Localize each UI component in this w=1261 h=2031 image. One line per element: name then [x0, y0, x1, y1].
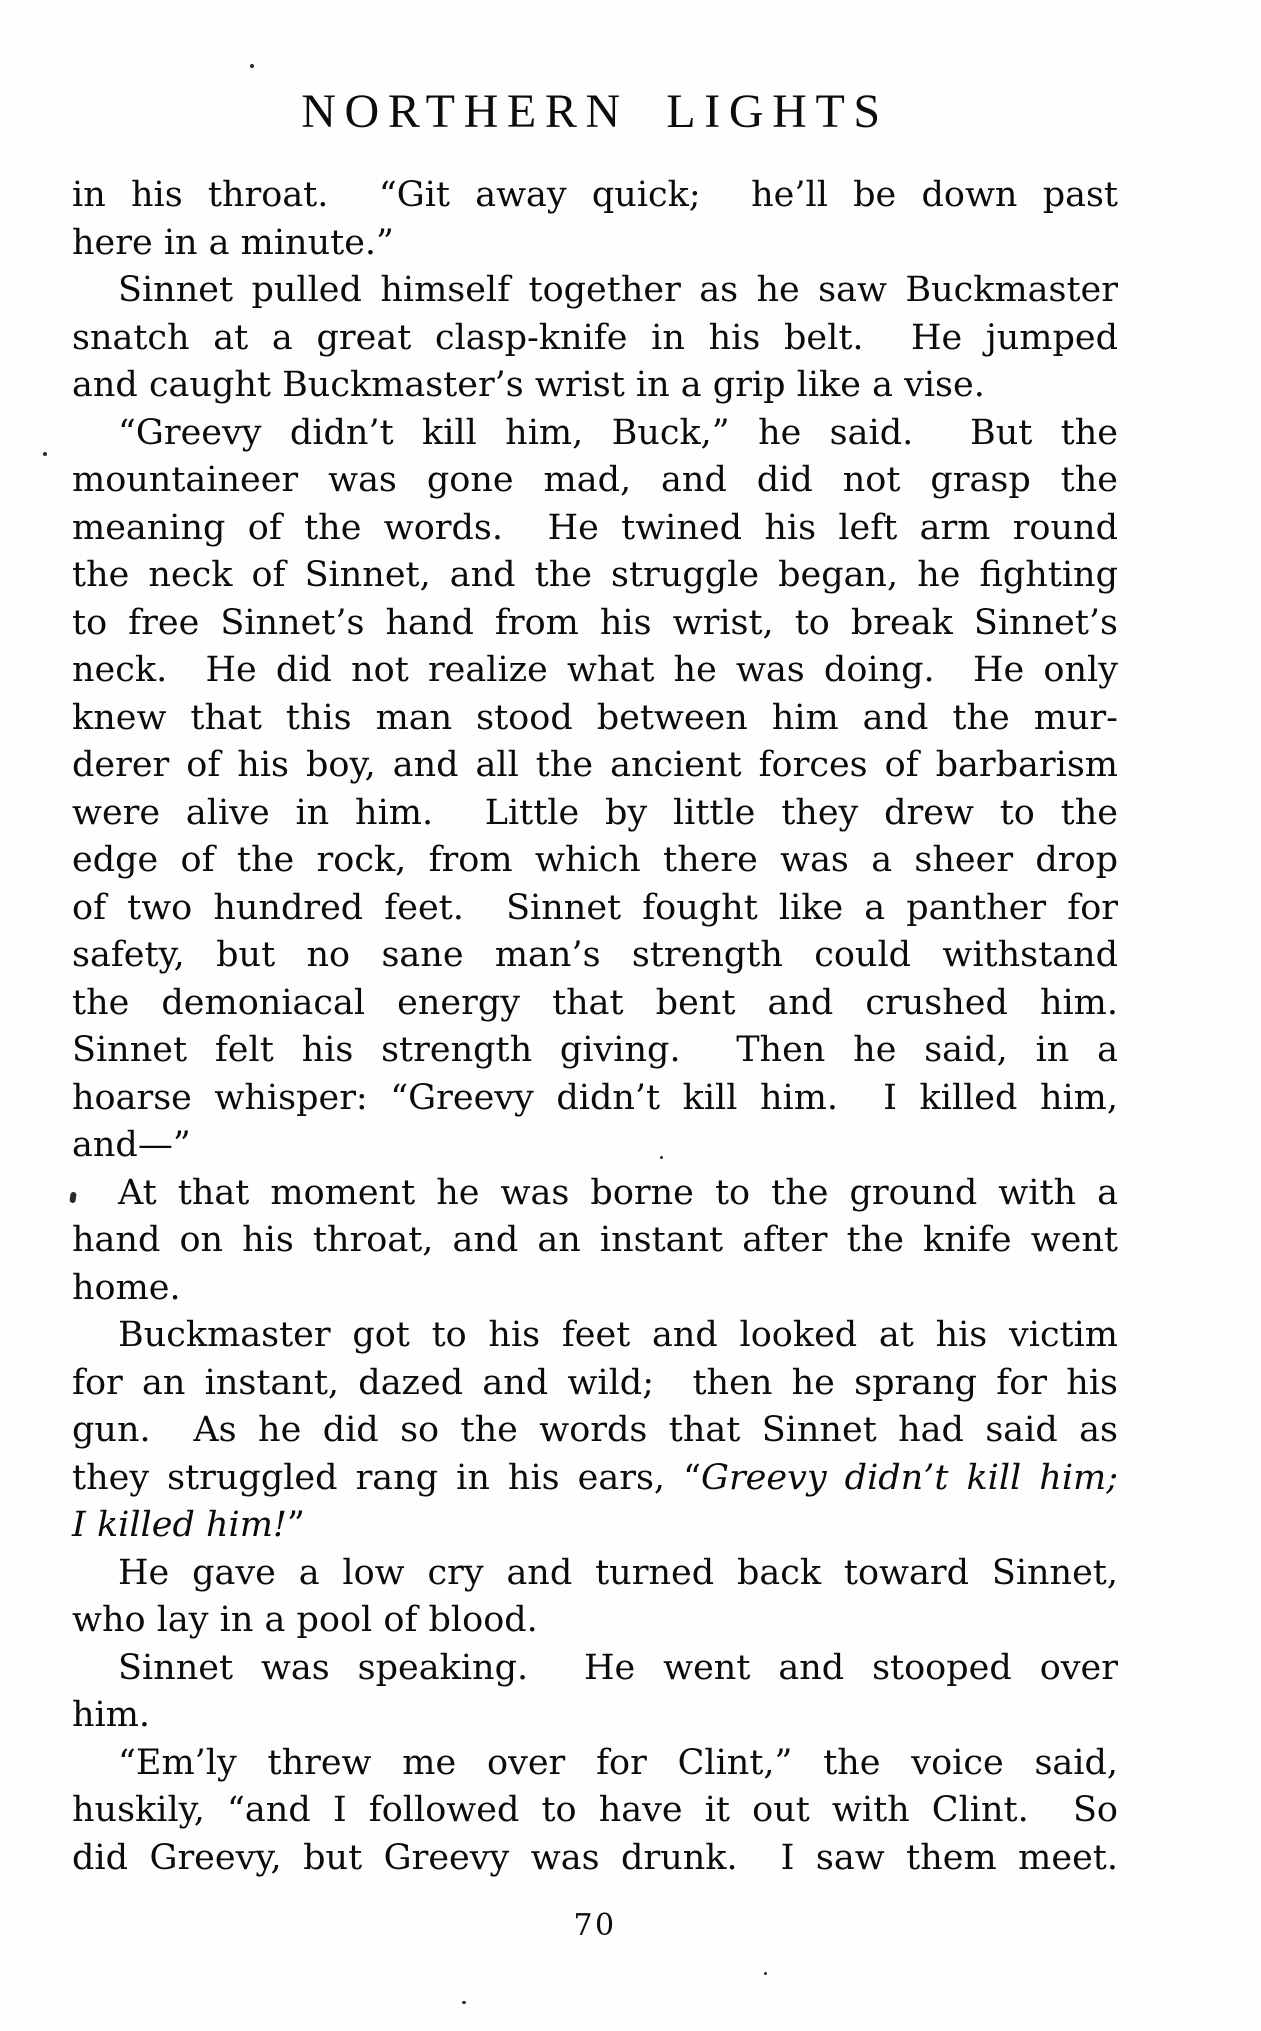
text-line	[72, 980, 1118, 1028]
text-segment: they struggled rang in his ears, “	[72, 1457, 701, 1498]
text-line	[72, 932, 1118, 980]
text-segment: and caught Buckmaster’s wrist in a grip like a vise.	[72, 365, 985, 405]
text-segment: Sinnet was speaking. He went and stooped over	[118, 1647, 1118, 1688]
text-segment: in his throat. “Git away quick; he’ll be down past	[72, 175, 1118, 215]
text-line	[72, 410, 1118, 458]
text-line	[72, 885, 1118, 933]
scan-speck	[660, 1156, 663, 1159]
scan-speck	[764, 1972, 767, 1975]
text-line	[72, 362, 1118, 410]
text-line	[72, 1027, 1118, 1075]
text-segment: He gave a low cry and turned back toward Sinnet,	[118, 1552, 1118, 1593]
running-header: NORTHERN LIGHTS	[301, 85, 889, 138]
text-segment: “Greevy didn’t kill him, Buck,” he said. But the	[118, 412, 1118, 453]
text-segment: mountaineer was gone mad, and did not grasp the	[72, 460, 1118, 500]
text-line	[72, 1217, 1118, 1265]
text-line	[72, 1597, 1118, 1645]
text-segment: home.	[72, 1267, 181, 1308]
text-line	[72, 1075, 1118, 1123]
text-segment: edge of the rock, from which there was a sheer drop	[72, 840, 1118, 880]
scan-speck	[250, 64, 254, 68]
text-line	[72, 647, 1118, 695]
text-segment: snatch at a great clasp-knife in his belt. He jumped	[72, 317, 1118, 358]
text-segment: the demoniacal energy that bent and crushed him.	[72, 982, 1118, 1023]
text-line	[72, 1502, 1118, 1550]
text-segment: and—”	[72, 1125, 191, 1165]
text-line	[72, 1122, 1118, 1170]
text-line	[72, 220, 1118, 268]
text-segment: safety, but no sane man’s strength could withstand	[72, 935, 1118, 975]
text-line	[72, 1692, 1118, 1740]
text-segment: here in a minute.”	[72, 222, 394, 263]
text-line	[72, 600, 1118, 648]
text-line	[72, 1265, 1118, 1313]
text-segment: Buckmaster got to his feet and looked at his victim	[118, 1315, 1118, 1355]
text-segment: hand on his throat, and an instant after the knife went	[72, 1220, 1118, 1260]
text-line	[72, 172, 1118, 220]
text-segment: for an instant, dazed and wild; then he sprang for his	[72, 1362, 1118, 1403]
text-line	[72, 742, 1118, 790]
text-line	[72, 1787, 1118, 1835]
text-segment: who lay in a pool of blood.	[72, 1600, 538, 1640]
text-segment: meaning of the words. He twined his left arm round	[72, 507, 1118, 548]
text-line	[72, 1835, 1118, 1883]
text-line	[72, 1645, 1118, 1693]
text-line	[72, 315, 1118, 363]
text-line	[72, 1455, 1118, 1503]
text-line	[72, 552, 1118, 600]
text-segment: neck. He did not realize what he was doing. He only	[72, 650, 1118, 690]
text-line	[72, 505, 1118, 553]
text-segment: hoarse whisper: “Greevy didn’t kill him. I killed him,	[72, 1077, 1118, 1118]
text-segment: to free Sinnet’s hand from his wrist, to break Sinnet’s	[72, 602, 1118, 643]
scan-speck	[43, 452, 47, 456]
text-line	[72, 1407, 1118, 1455]
text-segment: At that moment he was borne to the ground with a	[118, 1172, 1118, 1213]
text-line	[72, 790, 1118, 838]
text-segment: huskily, “and I followed to have it out with Clint. So	[72, 1790, 1118, 1830]
text-line	[72, 1170, 1118, 1218]
text-line	[72, 457, 1118, 505]
text-line	[72, 1312, 1118, 1360]
text-segment: of two hundred feet. Sinnet fought like a panther for	[72, 887, 1118, 928]
text-segment: Greevy didn’t kill him;	[700, 1457, 1118, 1498]
text-block	[72, 172, 1118, 1882]
text-line	[72, 695, 1118, 743]
text-segment: gun. As he did so the words that Sinnet had said as	[72, 1410, 1118, 1450]
text-segment: the neck of Sinnet, and the struggle began, he fighting	[72, 555, 1118, 595]
text-line	[72, 1550, 1118, 1598]
text-segment: knew that this man stood between him and the mur-	[72, 697, 1118, 738]
text-line	[72, 1360, 1118, 1408]
text-segment: “Em’ly threw me over for Clint,” the voice said,	[118, 1742, 1118, 1783]
page-number: 70	[573, 1908, 617, 1943]
text-segment: Sinnet felt his strength giving. Then he said, in a	[72, 1030, 1118, 1070]
text-segment: Sinnet pulled himself together as he saw Buckmaster	[118, 270, 1118, 310]
text-line	[72, 1740, 1118, 1788]
text-segment: derer of his boy, and all the ancient forces of barbarism	[72, 745, 1118, 785]
text-segment: did Greevy, but Greevy was drunk. I saw them meet.	[72, 1837, 1118, 1878]
text-line	[72, 837, 1118, 885]
text-segment: ”	[286, 1505, 305, 1545]
text-segment: I killed him!	[72, 1505, 287, 1545]
text-segment: him.	[72, 1695, 151, 1735]
scan-speck	[462, 2001, 466, 2004]
text-segment: were alive in him. Little by little they drew to the	[72, 792, 1118, 833]
text-line	[72, 267, 1118, 315]
